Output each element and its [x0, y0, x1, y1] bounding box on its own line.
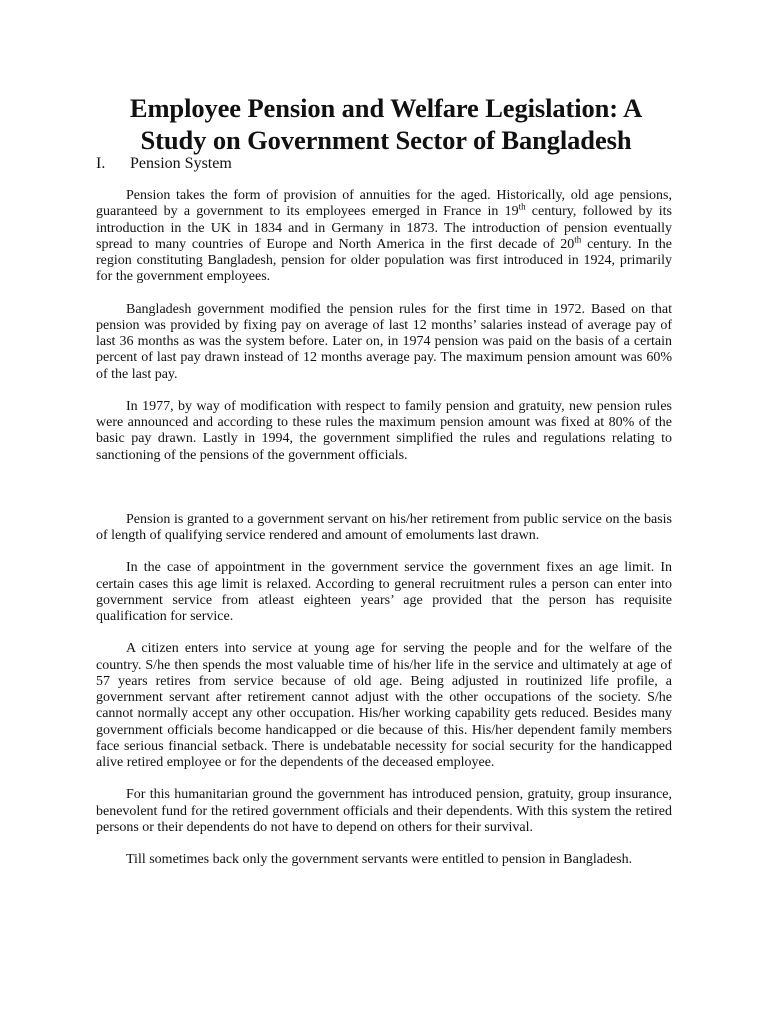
superscript-th-1: th — [518, 201, 526, 212]
superscript-th-2: th — [574, 234, 582, 245]
paragraph-entitlement: Till sometimes back only the government servants were entitled to pension in Bangladesh. — [126, 852, 633, 867]
paragraph-history-part-a: Pension takes the form of provision of annuities for the aged. Historically, old age pensions, guaranteed by a government to its employees emerged in France in 19 — [96, 188, 672, 220]
section-title: Pension System — [130, 155, 232, 172]
paragraph-humanitarian-ground: For this humanitarian ground the government has introduced pension, gratuity, group insurance, benevolent fund for the retired government officials and their dependents. With this system the retired persons or their dependents do not have to depend on others for their survival. — [96, 787, 672, 835]
paragraph-history — [96, 188, 672, 286]
document-body — [96, 188, 672, 868]
document-title: Employee Pension and Welfare Legislation: A Study on Government Sector of Bangladesh — [129, 93, 643, 155]
paragraph-social-security: A citizen enters into service at young age for serving the people and for the welfare of the country. S/he then spends the most valuable time of his/her life in the service and ultimately at age of 57 years retires from service because of old age. Being adjusted in routinized life profile, a government servant after retirement cannot adjust with the other occupations of the society. S/he cannot normally accept any other occupation. His/her working capability gets reduced. Besides many government officials become handicapped or die because of this. His/her dependent family members face serious financial setback. There is undebatable necessity for social security for the handicapped alive retired employee or for the dependents of the deceased employee. — [96, 641, 672, 770]
paragraph-pension-grant: Pension is granted to a government servant on his/her retirement from public service on the basis of length of qualifying service rendered and amount of emoluments last drawn. — [96, 511, 672, 543]
paragraph-age-limit: In the case of appointment in the government service the government fixes an age limit. In certain cases this age limit is relaxed. According to general recruitment rules a person can enter into government service from atleast eighteen years’ age provided that the person has requisite qualification for service. — [96, 560, 672, 624]
paragraph-history-part-b: century, followed by its introduction in the UK in 1834 and in Germany in 1873. The introduction of pension eventually spread to many countries of Europe and North America in the first decade of 20 — [96, 204, 672, 252]
paragraph-1977-rules: In 1977, by way of modification with respect to family pension and gratuity, new pension rules were announced and according to these rules the maximum pension amount was fixed at 80% of the basic pay drawn. Lastly in 1994, the government simplified the rules and regulations relating to sanctioning of the pensions of the government officials. — [96, 398, 672, 463]
paragraph-history-part-c: century. In the region constituting Bangladesh, pension for older population was first introduced in 1924, primarily for the government employees. — [96, 236, 672, 285]
section-heading — [96, 155, 232, 173]
section-number: I. — [96, 155, 106, 172]
paragraph-1972-rules: Bangladesh government modified the pension rules for the first time in 1972. Based on that pension was provided by fixing pay on average of last 12 months’ salaries instead of average pay of last 36 months as was the system before. Later on, in 1974 pension was paid on the basis of a certain percent of last pay drawn instead of 12 months average pay. The maximum pension amount was 60% of the last pay. — [96, 301, 672, 382]
